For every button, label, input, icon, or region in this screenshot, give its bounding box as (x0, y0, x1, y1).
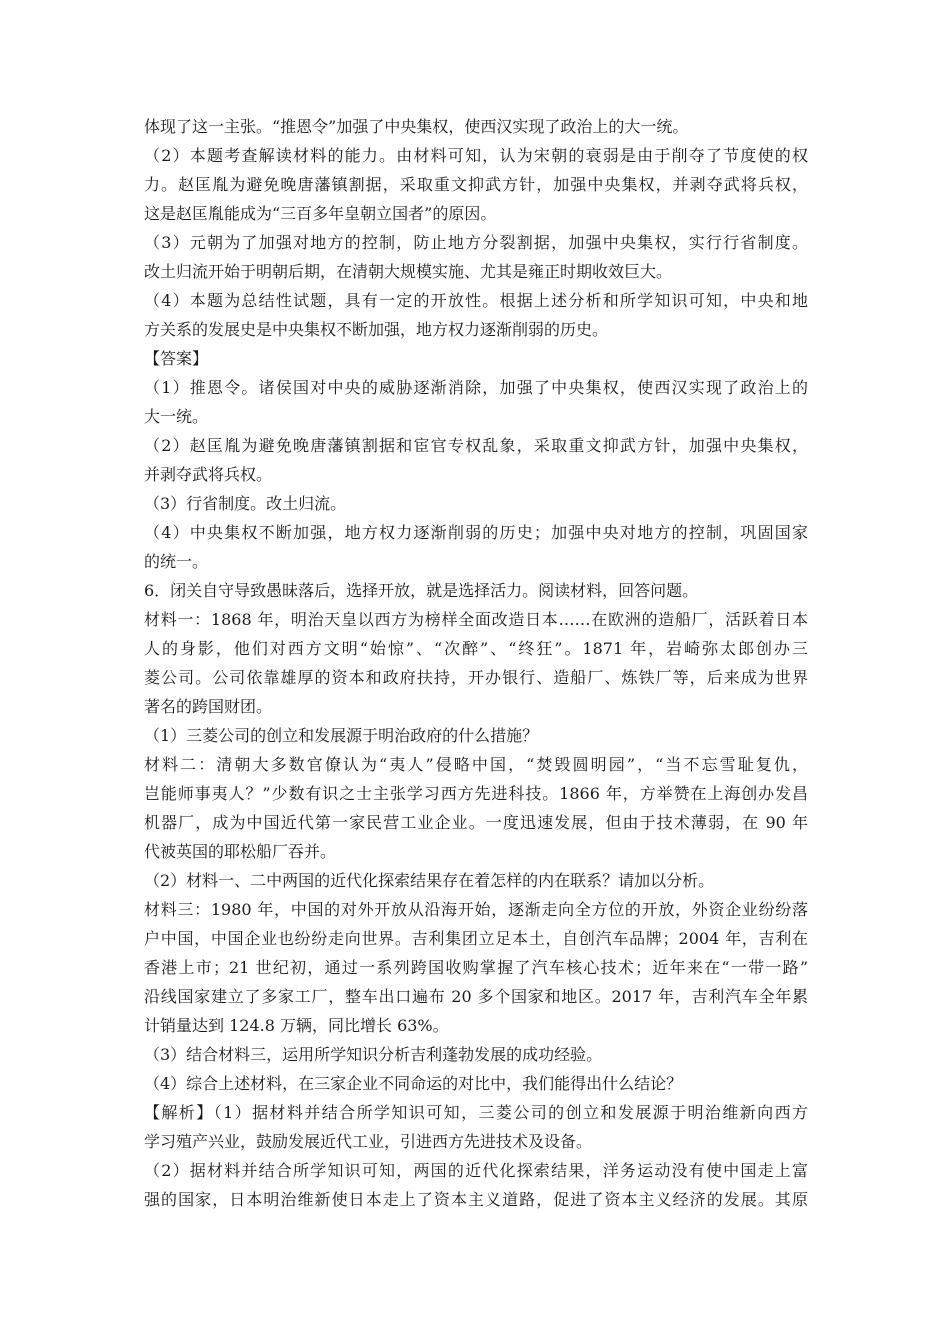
document-page (144, 112, 808, 1214)
text-line: 沿线国家建立了多家工厂，整车出口遍布 20 多个国家和地区。2017 年，吉利汽车全年累 (144, 987, 808, 1006)
text-line: 这是赵匡胤能成为“三百多年皇朝立国者”的原因。 (144, 204, 497, 223)
text-line: 人的身影，他们对西方文明“始惊”、“次醉”、“终狂”。1871 年，岩崎弥太郎创办三 (144, 639, 808, 658)
text-line: 材料二：清朝大多数官僚认为“夷人”侵略中国，“焚毁圆明园”，“当不忘雪耻复仇， (144, 755, 808, 774)
text-line: 大一统。 (144, 407, 209, 426)
text-line: （4）中央集权不断加强，地方权力逐渐削弱的历史；加强中央对地方的控制，巩固国家 (144, 523, 808, 542)
text-line: 并剥夺武将兵权。 (144, 465, 273, 484)
text-line: （3）元朝为了加强对地方的控制，防止地方分裂割据，加强中央集权，实行行省制度。 (144, 233, 808, 252)
text-line: 6．闭关自守导致愚昧落后，选择开放，就是选择活力。阅读材料，回答问题。 (144, 581, 699, 600)
text-line: 著名的跨国财团。 (144, 697, 273, 716)
text-line: 方关系的发展史是中央集权不断加强，地方权力逐渐削弱的历史。 (144, 320, 609, 339)
text-line: （4）综合上述材料，在三家企业不同命运的对比中，我们能得出什么结论？ (144, 1074, 683, 1093)
text-line: 代被英国的耶松船厂吞并。 (144, 842, 337, 861)
text-line: （1）推恩令。诸侯国对中央的威胁逐渐消除，加强了中央集权，使西汉实现了政治上的 (144, 378, 808, 397)
text-line: 体现了这一主张。“推恩令”加强了中央集权，使西汉实现了政治上的大一统。 (144, 117, 689, 136)
text-line: 户中国，中国企业也纷纷走向世界。吉利集团立足本土，自创汽车品牌；2004 年，吉利在 (144, 929, 808, 948)
text-line: 材料三：1980 年，中国的对外开放从沿海开始，逐渐走向全方位的开放，外资企业纷纷落 (144, 900, 808, 919)
text-line: （1）三菱公司的创立和发展源于明治政府的什么措施？ (144, 726, 539, 745)
text-line: 菱公司。公司依靠雄厚的资本和政府扶持，开办银行、造船厂、炼铁厂等，后来成为世界 (144, 668, 808, 687)
text-line: 强的国家，日本明治维新使日本走上了资本主义道路，促进了资本主义经济的发展。其原 (144, 1190, 808, 1209)
text-line: （2）材料一、二中两国的近代化探索结果存在着怎样的内在联系？请加以分析。 (144, 871, 715, 890)
text-line: 的统一。 (144, 552, 209, 571)
text-line: 岂能师事夷人？”少数有识之士主张学习西方先进科技。1866 年，方举赞在上海创办发昌 (144, 784, 808, 803)
text-line: 【答案】 (144, 349, 209, 368)
text-line: 香港上市；21 世纪初，通过一系列跨国收购掌握了汽车核心技术；近年来在“一带一路” (144, 958, 808, 977)
text-line: （2）本题考查解读材料的能力。由材料可知，认为宋朝的衰弱是由于削夺了节度使的权 (144, 146, 808, 165)
text-line: 【解析】（1）据材料并结合所学知识可知，三菱公司的创立和发展源于明治维新向西方 (144, 1103, 808, 1122)
text-line: （2）赵匡胤为避免晚唐藩镇割据和宦官专权乱象，采取重文抑武方针，加强中央集权， (144, 436, 808, 455)
text-line: （2）据材料并结合所学知识可知，两国的近代化探索结果，洋务运动没有使中国走上富 (144, 1161, 808, 1180)
text-line: 学习殖产兴业，鼓励发展近代工业，引进西方先进技术及设备。 (144, 1132, 593, 1151)
text-line: （4）本题为总结性试题，具有一定的开放性。根据上述分析和所学知识可知，中央和地 (144, 291, 808, 310)
text-line: 计销量达到 124.8 万辆，同比增长 63%。 (144, 1016, 449, 1035)
text-line: 机器厂，成为中国近代第一家民营工业企业。一度迅速发展，但由于技术薄弱，在 90 年 (144, 813, 808, 832)
text-line: 力。赵匡胤为避免晚唐藩镇割据，采取重文抑武方针，加强中央集权，并剥夺武将兵权， (144, 175, 808, 194)
text-line: （3）结合材料三，运用所学知识分析吉利蓬勃发展的成功经验。 (144, 1045, 603, 1064)
text-line: 改土归流开始于明朝后期，在清朝大规模实施、尤其是雍正时期收效巨大。 (144, 262, 673, 281)
text-line: （3）行省制度。改土归流。 (144, 494, 347, 513)
text-line: 材料一：1868 年，明治天皇以西方为榜样全面改造日本……在欧洲的造船厂，活跃着日本 (144, 610, 808, 629)
